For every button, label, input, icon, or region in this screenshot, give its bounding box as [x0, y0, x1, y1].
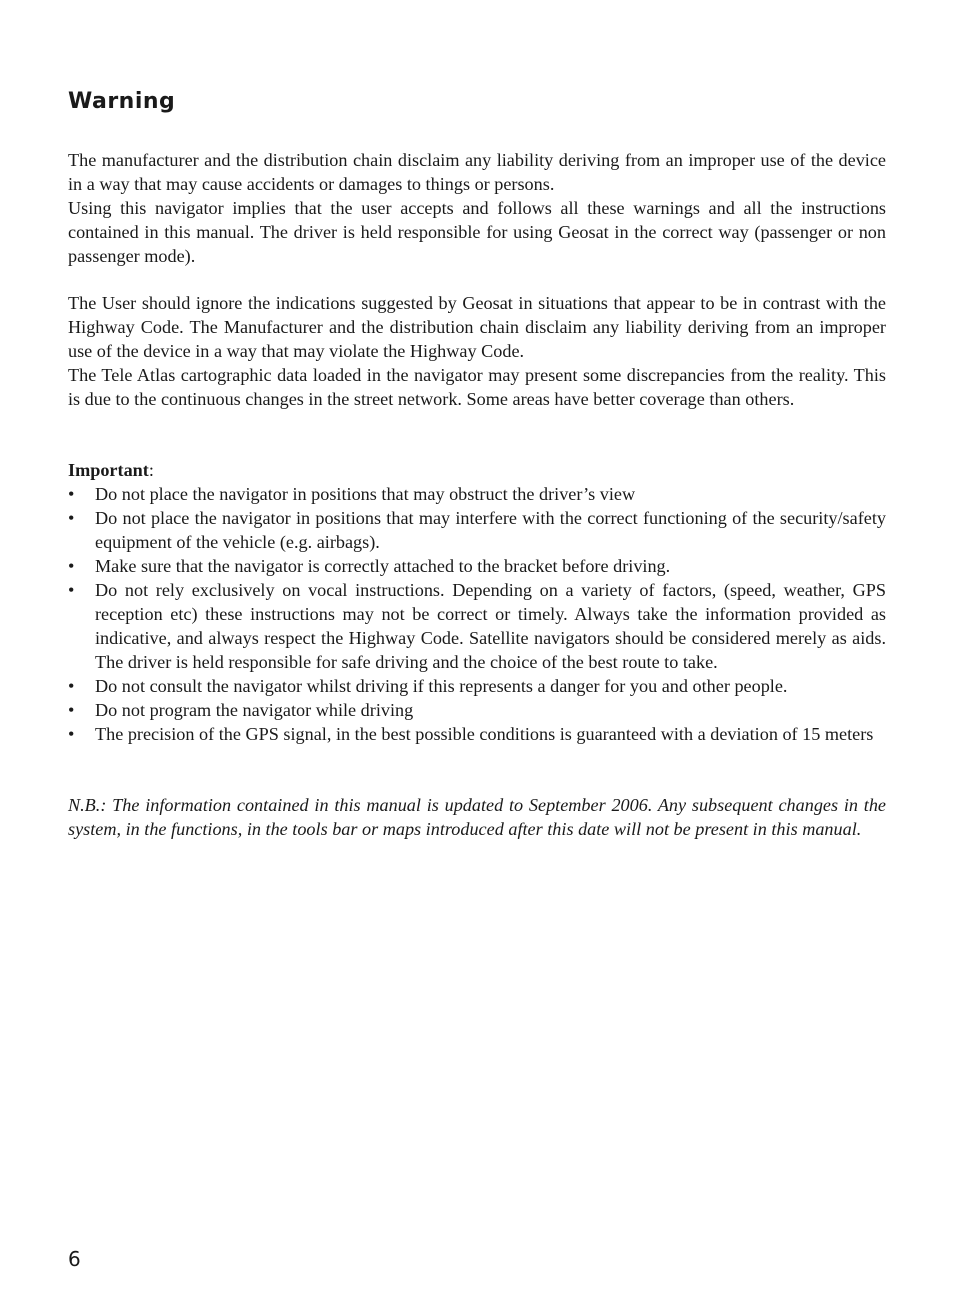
page-heading: Warning [68, 89, 176, 114]
important-list [68, 482, 886, 746]
bullet-icon: • [68, 676, 75, 696]
paragraph-liability: The manufacturer and the distribution chain disclaim any liability deriving from an improper use of the device in a way that may cause accidents or damages to things or persons. [68, 150, 886, 194]
list-item-text: Do not place the navigator in positions that may obstruct the driver’s view [95, 484, 636, 504]
list-item-text: Do not rely exclusively on vocal instructions. Depending on a variety of factors, (speed, weather, GPS reception etc) these instructions may not be correct or timely. Always take the information provided as indicative, and always respect the Highway Code. Satellite navigators should be considered merely as aids. The driver is held responsible for safe driving and the choice of the best route to take. [95, 580, 886, 672]
paragraph-usage: Using this navigator implies that the user accepts and follows all these warnings and all the instructions contained in this manual. The driver is held responsible for using Geosat in the correct way (passenger or non passenger mode). [68, 198, 886, 266]
important-label-colon: : [148, 460, 154, 480]
list-item [68, 482, 886, 506]
bullet-icon: • [68, 580, 75, 600]
bullet-icon: • [68, 508, 75, 528]
nb-note: N.B.: The information contained in this manual is updated to September 2006. Any subsequent changes in the system, in the functions, in the tools bar or maps introduced after this date will not be present in this manual. [68, 795, 886, 839]
list-item-text: Do not consult the navigator whilst driving if this represents a danger for you and other people. [95, 676, 788, 696]
list-item [68, 506, 886, 554]
page-number: 6 [68, 1247, 81, 1271]
bullet-icon: • [68, 484, 75, 504]
important-label [68, 458, 886, 482]
spacer [68, 411, 886, 458]
important-label-text: Important [68, 460, 149, 480]
spacer [68, 746, 886, 793]
list-item [68, 578, 886, 674]
list-item [68, 698, 886, 722]
page-content [68, 86, 886, 841]
list-item [68, 554, 886, 578]
paragraph-highway-code: The User should ignore the indications suggested by Geosat in situations that appear to be in contrast with the Highway Code. The Manufacturer and the distribution chain disclaim any liability deriving from an improper use of the device in a way that may violate the Highway Code. [68, 293, 886, 361]
bullet-icon: • [68, 724, 75, 744]
list-item [68, 674, 886, 698]
bullet-icon: • [68, 700, 75, 720]
list-item [68, 722, 886, 746]
list-item-text: Do not place the navigator in positions that may interfere with the correct functioning of the security/safety equipment of the vehicle (e.g. airbags). [95, 508, 886, 552]
list-item-text: Do not program the navigator while driving [95, 700, 414, 720]
list-item-text: The precision of the GPS signal, in the best possible conditions is guaranteed with a deviation of 15 meters [95, 724, 874, 744]
paragraph-map-data: The Tele Atlas cartographic data loaded in the navigator may present some discrepancies from the reality. This is due to the continuous changes in the street network. Some areas have better coverage than others. [68, 365, 886, 409]
bullet-icon: • [68, 556, 75, 576]
list-item-text: Make sure that the navigator is correctly attached to the bracket before driving. [95, 556, 671, 576]
spacer [68, 268, 886, 291]
